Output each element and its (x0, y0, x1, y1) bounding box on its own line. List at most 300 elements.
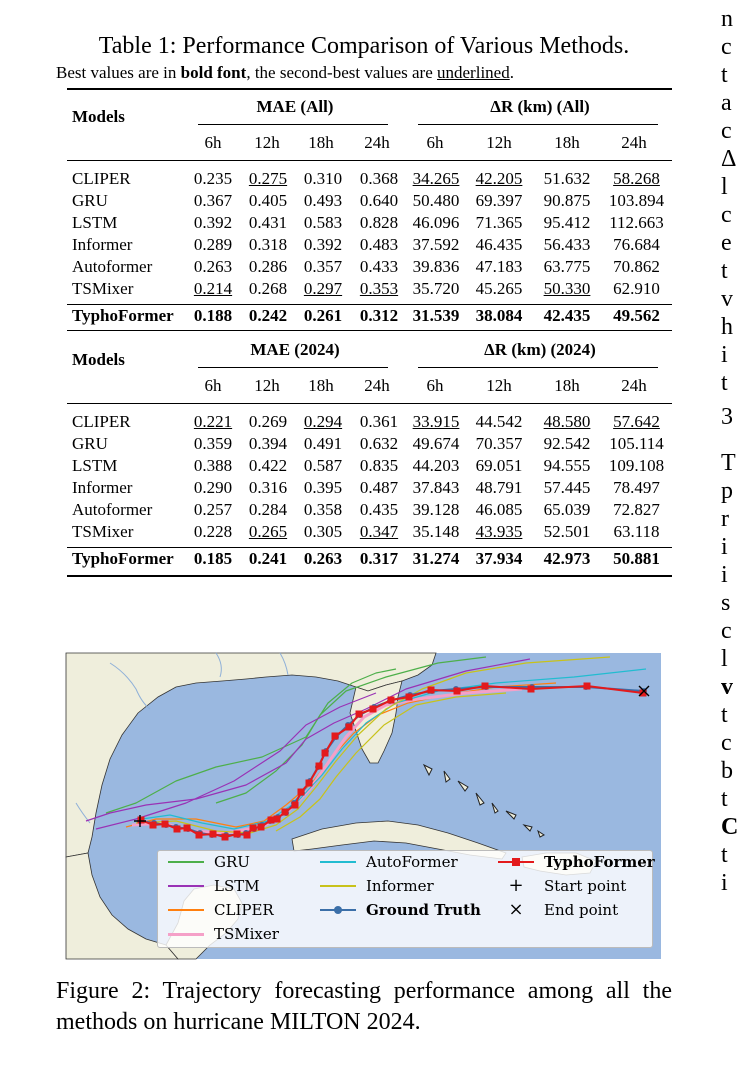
dr-value: 42.205 (475, 169, 523, 188)
results-table-2024 (67, 411, 672, 570)
typhoformer-point (210, 831, 217, 838)
mae-cell (185, 168, 241, 190)
mae-value: 0.294 (303, 412, 343, 431)
typhoformer-point (162, 821, 169, 828)
dr-cell (465, 499, 533, 521)
typhoformer-point (306, 780, 313, 787)
mae-cell (185, 477, 241, 499)
dr-value: 37.843 (412, 478, 460, 497)
typhoformer-point (322, 750, 329, 757)
legend-swatch (498, 856, 534, 868)
typhoformer-point (196, 832, 203, 839)
margin-letter: c (721, 618, 732, 644)
dr-cell (407, 278, 465, 300)
dr-cell (407, 190, 465, 212)
dr-value: 76.684 (613, 235, 660, 254)
dr-cell (465, 411, 533, 433)
model-name: Autoformer (72, 500, 153, 519)
mae-value: 0.493 (303, 191, 343, 210)
dr-value: 39.836 (412, 257, 460, 276)
mae-value: 0.265 (248, 522, 288, 541)
model-name: LSTM (72, 456, 118, 475)
dr-value: 37.934 (475, 549, 523, 568)
dr-cell (465, 256, 533, 278)
mae-value: 0.392 (193, 213, 233, 232)
dr-value: 52.501 (543, 522, 591, 541)
legend-swatch (168, 928, 204, 940)
legend-label: CLIPER (214, 901, 274, 919)
horizon-header-mae-12h: 12h (254, 133, 280, 152)
mae-value: 0.269 (248, 412, 288, 431)
mae-cell (295, 256, 351, 278)
typhoformer-point (406, 694, 413, 701)
legend-item-end (498, 901, 618, 919)
legend-label: TSMixer (214, 925, 279, 943)
mae-value: 0.431 (248, 213, 288, 232)
figure-legend (157, 850, 653, 948)
legend-item-tsmixer (168, 925, 279, 943)
margin-letter: t (721, 62, 728, 88)
typhoformer-point (234, 831, 241, 838)
typhoformer-point (274, 816, 281, 823)
dr-value: 50.480 (412, 191, 460, 210)
dr-cell (601, 256, 672, 278)
mae-value: 0.358 (303, 500, 343, 519)
mae-cell (351, 499, 407, 521)
model-name: TyphoFormer (72, 549, 174, 568)
table-row (67, 256, 672, 278)
legend-label: Informer (366, 877, 434, 895)
table-row (67, 190, 672, 212)
dr-cell (601, 305, 672, 328)
typhoformer-point (138, 817, 145, 824)
mae-cell (351, 212, 407, 234)
margin-letter: t (721, 258, 728, 284)
mae-cell (351, 455, 407, 477)
mae-cell (185, 455, 241, 477)
margin-letter: t (721, 842, 728, 868)
dr-value: 63.118 (613, 522, 660, 541)
note-prefix: Best values are in (56, 63, 181, 82)
dr-cell (601, 499, 672, 521)
mae-value: 0.405 (248, 191, 288, 210)
margin-letter: t (721, 702, 728, 728)
typhoformer-point (258, 824, 265, 831)
margin-letter: n (721, 6, 733, 32)
dr-cell (533, 168, 601, 190)
mae-value: 0.312 (359, 306, 399, 325)
dr-cell (601, 190, 672, 212)
figure-caption: Figure 2: Trajectory forecasting performance among all the methods on hurricane MILTON 2024. (56, 978, 672, 1035)
mae-cell (185, 433, 241, 455)
dr-value: 94.555 (543, 456, 591, 475)
margin-letter: i (721, 562, 728, 588)
dr-value: 103.894 (608, 191, 665, 210)
dr-cell (407, 234, 465, 256)
legend-swatch (320, 904, 356, 916)
typhoformer-point (282, 809, 289, 816)
dr-value: 71.365 (475, 213, 523, 232)
legend-swatch (320, 856, 356, 868)
mae-value: 0.235 (193, 169, 233, 188)
table-row (67, 477, 672, 499)
dr-value: 43.935 (475, 522, 523, 541)
horizon-header-dr-18h: 18h (554, 376, 580, 395)
mae-value: 0.289 (193, 235, 233, 254)
typhoformer-point (356, 711, 363, 718)
dr-2024-cmidrule (418, 367, 658, 368)
model-name: CLIPER (72, 169, 131, 188)
mae-value: 0.388 (193, 456, 233, 475)
mae-cell (295, 212, 351, 234)
dr-cell (601, 278, 672, 300)
mae-value: 0.310 (303, 169, 343, 188)
mae-cell (185, 305, 241, 328)
table-mid-rule-2024 (67, 403, 672, 404)
table-row-best (67, 548, 672, 571)
dr-cell (465, 234, 533, 256)
legend-swatch: + (508, 875, 524, 896)
mae-value: 0.263 (193, 257, 233, 276)
dr-value: 48.580 (543, 412, 591, 431)
models-header-all: Models (72, 107, 125, 126)
mae-cell (185, 234, 241, 256)
mae-value: 0.242 (248, 306, 288, 325)
dr-cell (601, 548, 672, 571)
dr-value: 45.265 (475, 279, 523, 298)
mae-cell (241, 305, 295, 328)
dr-value: 47.183 (475, 257, 523, 276)
table-row (67, 433, 672, 455)
legend-item-gru (168, 853, 250, 871)
dr-value: 31.539 (412, 306, 460, 325)
section-divider-rule (67, 330, 672, 331)
dr-cell (465, 305, 533, 328)
typhoformer-point (332, 733, 339, 740)
model-name: TSMixer (72, 522, 134, 541)
typhoformer-point (250, 825, 257, 832)
dr-cell (407, 212, 465, 234)
dr-value: 42.973 (543, 549, 591, 568)
typhoformer-point (428, 687, 435, 694)
legend-label: Ground Truth (366, 901, 481, 919)
dr-value: 56.433 (543, 235, 591, 254)
mae-value: 0.353 (359, 279, 399, 298)
mae-cell (241, 499, 295, 521)
mae-cell (185, 212, 241, 234)
model-name: TyphoFormer (72, 306, 174, 325)
results-table-all (67, 168, 672, 327)
mae-value: 0.587 (303, 456, 343, 475)
dr-cell (407, 499, 465, 521)
legend-item-start (498, 877, 626, 895)
typhoformer-point (370, 706, 377, 713)
dr-cell (533, 190, 601, 212)
model-name: Informer (72, 478, 133, 497)
mae-value: 0.347 (359, 522, 399, 541)
margin-letter: a (721, 90, 732, 116)
model-name: GRU (72, 191, 108, 210)
margin-letter: c (721, 202, 732, 228)
margin-letter: e (721, 230, 732, 256)
mae-cell (185, 411, 241, 433)
mae-value: 0.491 (303, 434, 343, 453)
mae-value: 0.305 (303, 522, 343, 541)
dr-cell (601, 433, 672, 455)
horizon-header-mae-24h: 24h (364, 133, 390, 152)
mae-value: 0.422 (248, 456, 288, 475)
margin-letter: t (721, 786, 728, 812)
mae-cell (351, 305, 407, 328)
margin-letter: r (721, 506, 729, 532)
mae-value: 0.318 (248, 235, 288, 254)
mae-value: 0.487 (359, 478, 399, 497)
horizon-header-dr-12h: 12h (486, 133, 512, 152)
mae-value: 0.394 (248, 434, 288, 453)
dr-value: 37.592 (412, 235, 460, 254)
mae-cell (241, 455, 295, 477)
typhoformer-point (150, 822, 157, 829)
model-name: Informer (72, 235, 133, 254)
model-name: GRU (72, 434, 108, 453)
table-row (67, 411, 672, 433)
mae-cell (241, 548, 295, 571)
table-row (67, 455, 672, 477)
legend-swatch: × (508, 899, 524, 920)
mae-cell (241, 433, 295, 455)
mae-value: 0.583 (303, 213, 343, 232)
dr-cell (407, 548, 465, 571)
mae-value: 0.316 (248, 478, 288, 497)
mae-cell (185, 521, 241, 543)
mae-value: 0.395 (303, 478, 343, 497)
mae-cell (295, 278, 351, 300)
typhoformer-point (316, 763, 323, 770)
mae-all-cmidrule (198, 124, 388, 125)
mae-value: 0.435 (359, 500, 399, 519)
mae-value: 0.214 (193, 279, 233, 298)
typhoformer-point (184, 825, 191, 832)
mae-value: 0.221 (193, 412, 233, 431)
dr-value: 69.397 (475, 191, 523, 210)
mae-cell (185, 548, 241, 571)
margin-letter: i (721, 534, 728, 560)
mae-value: 0.392 (303, 235, 343, 254)
mae-value: 0.263 (303, 549, 343, 568)
legend-label: TyphoFormer (544, 853, 655, 871)
margin-letter: C (721, 814, 739, 840)
mae-cell (351, 521, 407, 543)
mae-cell (241, 212, 295, 234)
dr-value: 50.330 (543, 279, 591, 298)
horizon-header-mae-6h: 6h (204, 376, 222, 395)
mae-cell (241, 168, 295, 190)
table-bottom-rule (67, 575, 672, 577)
dr-value: 38.084 (475, 306, 523, 325)
dr-value: 46.435 (475, 235, 523, 254)
mae-cell (241, 278, 295, 300)
mae-cell (185, 499, 241, 521)
dr-value: 33.915 (412, 412, 460, 431)
mae-value: 0.261 (303, 306, 343, 325)
typhoformer-point (268, 817, 275, 824)
dr-cell (533, 256, 601, 278)
dr-value: 70.357 (475, 434, 523, 453)
dr-cell (601, 521, 672, 543)
typhoformer-point (298, 789, 305, 796)
mae-cell (241, 477, 295, 499)
legend-item-autoformer (320, 853, 458, 871)
mae-cell (295, 190, 351, 212)
mae-value: 0.185 (193, 549, 233, 568)
mae-cell (185, 190, 241, 212)
mae-value: 0.290 (193, 478, 233, 497)
horizon-header-dr-24h: 24h (621, 376, 647, 395)
legend-swatch (168, 856, 204, 868)
dr-cell (465, 190, 533, 212)
note-suffix: . (509, 63, 514, 82)
dr-cell (407, 168, 465, 190)
dr-value: 31.274 (412, 549, 460, 568)
mae-cell (351, 234, 407, 256)
margin-letter: b (721, 758, 733, 784)
legend-swatch (168, 904, 204, 916)
mae-value: 0.188 (193, 306, 233, 325)
horizon-header-dr-24h: 24h (621, 133, 647, 152)
legend-label: LSTM (214, 877, 260, 895)
dr-value: 44.542 (475, 412, 523, 431)
table-caption: Table 1: Performance Comparison of Various Methods. (98, 33, 630, 59)
legend-label: Start point (544, 877, 627, 895)
mae-cell (351, 477, 407, 499)
legend-swatch (168, 880, 204, 892)
mae-value: 0.257 (193, 500, 233, 519)
mae-cell (241, 234, 295, 256)
dr-cell (601, 455, 672, 477)
dr-all-header: ΔR (km) (All) (490, 97, 590, 116)
horizon-header-mae-18h: 18h (308, 376, 334, 395)
table-row (67, 234, 672, 256)
horizon-header-dr-6h: 6h (426, 376, 444, 395)
typhoformer-point (388, 697, 395, 704)
dr-value: 50.881 (613, 549, 660, 568)
mae-cell (351, 190, 407, 212)
mae-cell (351, 256, 407, 278)
mae-cell (295, 548, 351, 571)
horizon-header-dr-18h: 18h (554, 133, 580, 152)
dr-cell (533, 548, 601, 571)
mae-2024-cmidrule (198, 367, 388, 368)
mae-value: 0.368 (359, 169, 399, 188)
margin-letter: i (721, 870, 728, 896)
dr-cell (533, 212, 601, 234)
dr-cell (407, 433, 465, 455)
typhoformer-point (174, 826, 181, 833)
horizon-header-mae-18h: 18h (308, 133, 334, 152)
horizon-header-dr-6h: 6h (426, 133, 444, 152)
model-name: Autoformer (72, 257, 153, 276)
mae-value: 0.317 (359, 549, 399, 568)
dr-cell (465, 521, 533, 543)
mae-cell (295, 455, 351, 477)
typhoformer-point (222, 834, 229, 841)
mae-cell (295, 411, 351, 433)
mae-cell (241, 190, 295, 212)
dr-value: 51.632 (543, 169, 591, 188)
margin-letter: l (721, 174, 728, 200)
dr-value: 109.108 (608, 456, 665, 475)
dr-value: 95.412 (543, 213, 591, 232)
mae-cell (185, 256, 241, 278)
legend-item-informer (320, 877, 434, 895)
margin-letter: t (721, 370, 728, 396)
mae-value: 0.275 (248, 169, 288, 188)
dr-value: 57.642 (613, 412, 660, 431)
dr-cell (465, 168, 533, 190)
mae-value: 0.367 (193, 191, 233, 210)
mae-cell (295, 305, 351, 328)
table-mid-rule-all (67, 160, 672, 161)
table-top-rule (67, 88, 672, 90)
mae-value: 0.361 (359, 412, 399, 431)
dr-cell (465, 548, 533, 571)
mae-cell (241, 411, 295, 433)
dr-cell (465, 455, 533, 477)
dr-value: 62.910 (613, 279, 660, 298)
margin-letter: l (721, 646, 728, 672)
mae-cell (295, 234, 351, 256)
margin-letter: T (721, 450, 736, 476)
dr-cell (407, 256, 465, 278)
mae-value: 0.483 (359, 235, 399, 254)
mae-value: 0.228 (193, 522, 233, 541)
legend-item-typhoformer (498, 853, 655, 871)
mae-value: 0.835 (359, 456, 399, 475)
horizon-header-dr-12h: 12h (486, 376, 512, 395)
dr-value: 63.775 (543, 257, 591, 276)
mae-cell (295, 433, 351, 455)
dr-value: 35.148 (412, 522, 460, 541)
dr-cell (533, 433, 601, 455)
table-note (56, 62, 672, 84)
dr-cell (533, 278, 601, 300)
mae-cell (185, 278, 241, 300)
legend-item-cliper (168, 901, 274, 919)
dr-cell (407, 455, 465, 477)
mae-value: 0.286 (248, 257, 288, 276)
dr-value: 46.096 (412, 213, 460, 232)
mae-cell (351, 278, 407, 300)
dr-value: 34.265 (412, 169, 460, 188)
mae-value: 0.241 (248, 549, 288, 568)
mae-2024-header: MAE (2024) (250, 340, 340, 359)
dr-cell (533, 455, 601, 477)
legend-label: AutoFormer (366, 853, 458, 871)
typhoformer-point (454, 688, 461, 695)
dr-value: 44.203 (412, 456, 460, 475)
dr-value: 69.051 (475, 456, 523, 475)
dr-value: 57.445 (543, 478, 591, 497)
dr-cell (465, 212, 533, 234)
dr-cell (465, 477, 533, 499)
margin-letter: c (721, 730, 732, 756)
mae-cell (241, 256, 295, 278)
dr-value: 46.085 (475, 500, 523, 519)
note-underlined-text: underlined (437, 63, 510, 82)
dr-value: 92.542 (543, 434, 591, 453)
dr-cell (533, 477, 601, 499)
right-column-clipped-text (721, 0, 751, 1066)
